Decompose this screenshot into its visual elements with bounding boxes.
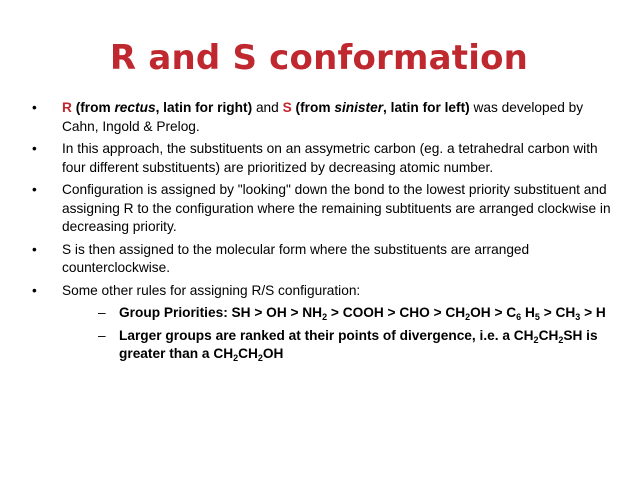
bullet-item — [30, 241, 622, 278]
bullet-item — [30, 140, 622, 177]
subscript: 3 — [575, 312, 581, 322]
bullet-list — [30, 99, 622, 368]
and-text: and — [252, 100, 283, 115]
bullet-item — [30, 99, 622, 136]
bullet-dot: • — [32, 241, 37, 257]
text-run: OH — [262, 346, 284, 361]
subscript: 6 — [516, 312, 522, 322]
sub-bullet-dash: – — [98, 305, 106, 320]
bullet-text-r-s-origin — [62, 100, 583, 134]
group-priorities-text — [119, 305, 606, 320]
rectus-word: rectus — [114, 100, 156, 115]
s-letter: S — [282, 100, 292, 115]
bullet-text-s-assignment: S is then assigned to the molecular form where the substituents are arranged counterclockwise. — [62, 241, 530, 275]
subscript: 2 — [558, 334, 564, 345]
bullet-dot: • — [32, 282, 37, 298]
bullet-item — [30, 181, 622, 237]
subscript: 2 — [257, 353, 263, 363]
text-run: > H — [580, 305, 606, 320]
r-origin-text-end: , latin for right) — [155, 100, 253, 115]
subscript: 2 — [533, 334, 539, 345]
subscript: 2 — [233, 353, 239, 363]
subscript: 2 — [322, 312, 328, 322]
bullet-item — [30, 282, 622, 364]
larger-groups-text — [119, 328, 598, 362]
subscript: 5 — [534, 312, 540, 322]
r-letter: R — [62, 100, 72, 115]
sub-bullet-item — [62, 327, 622, 364]
text-run: SH is greater than a CH — [119, 327, 598, 361]
bullet-text-configuration: Configuration is assigned by "looking" down the bond to the lowest priority substituent and assigning R to the configuration where the remaining subtituents are arranged clockwise in decreasing priority. — [62, 182, 611, 234]
text-run: Larger groups are ranked at their points of divergence, i.e. a CH — [119, 327, 534, 343]
text-run: CH — [538, 327, 559, 343]
text-run: Group Priorities: SH > OH > NH — [119, 305, 323, 320]
bullet-text-other-rules: Some other rules for assigning R/S configuration: — [62, 282, 361, 298]
text-run: CH — [238, 346, 258, 361]
r-origin-text: (from — [71, 100, 115, 115]
text-run: H — [521, 305, 535, 320]
bullet-text-prioritization: In this approach, the substituents on an assymetric carbon (eg. a tetrahedral carbon with four different substituents) are prioritized by decreasing atomic number. — [62, 141, 598, 175]
subscript: 2 — [465, 312, 471, 322]
developed-by-text: was developed by Cahn, Ingold & Prelog. — [62, 100, 584, 134]
bullet-dot: • — [32, 100, 37, 115]
bullet-dot: • — [32, 182, 37, 197]
sub-bullet-list — [62, 304, 622, 364]
bullet-dot: • — [32, 141, 37, 156]
text-run: OH > C — [470, 305, 517, 320]
slide-title: R and S conformation — [109, 38, 529, 78]
s-origin-text-end: , latin for left) — [383, 100, 470, 115]
s-origin-text: (from — [291, 100, 335, 115]
sub-bullet-item — [62, 304, 622, 323]
sinister-word: sinister — [334, 100, 384, 115]
sub-bullet-dash: – — [98, 327, 106, 343]
text-run: > COOH > CHO > CH — [327, 305, 466, 320]
text-run: > CH — [539, 305, 576, 320]
